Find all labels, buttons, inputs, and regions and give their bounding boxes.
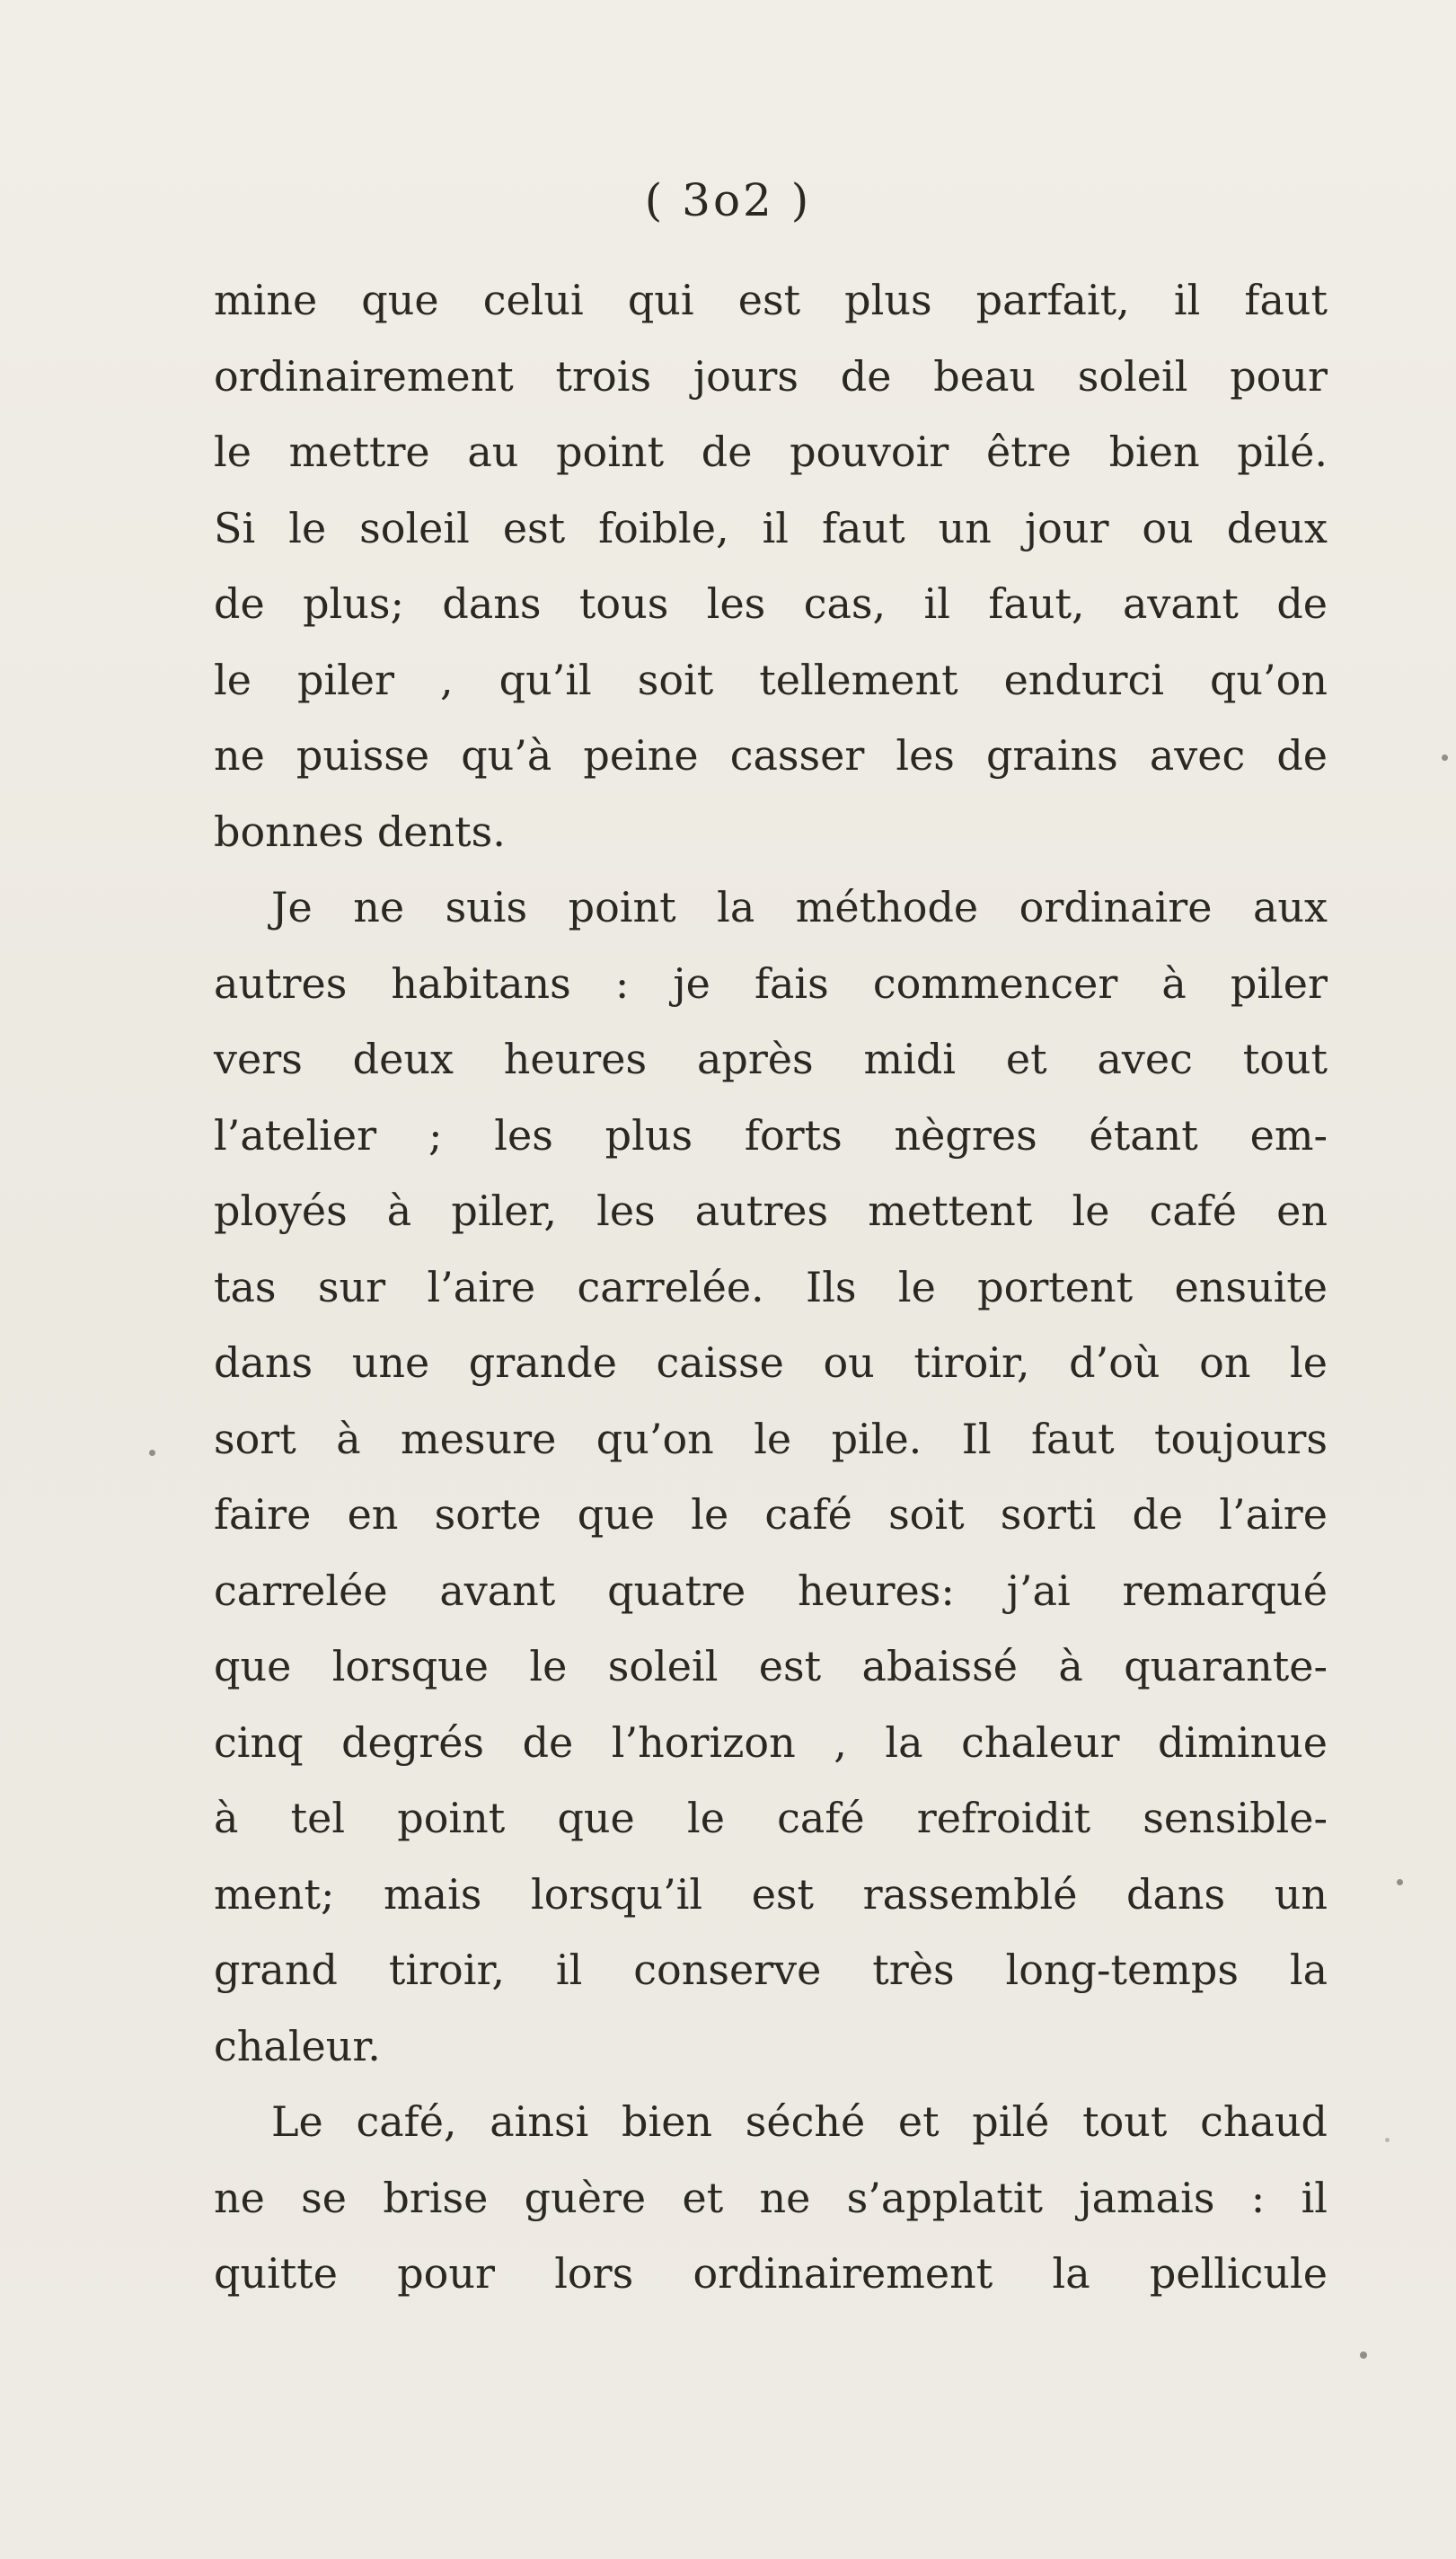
text-line: mine que celui qui est plus parfait, il faut xyxy=(214,276,1328,324)
text-line: tas sur l’aire carrelée. Ils le portent ensuite xyxy=(214,1262,1328,1311)
text-line: à tel point que le café refroidit sensible- xyxy=(214,1794,1328,1842)
text-line: ployés à piler, les autres mettent le café en xyxy=(214,1187,1328,1235)
paragraph-start-line: Je ne suis point la méthode ordinaire aux xyxy=(271,883,1328,931)
text-line: faire en sorte que le café soit sorti de l’aire xyxy=(214,1490,1328,1539)
text-line: vers deux heures après midi et avec tout xyxy=(214,1035,1328,1083)
text-line: l’atelier ; les plus forts nègres étant em- xyxy=(214,1110,1328,1160)
text-line: le piler , qu’il soit tellement endurci qu’on xyxy=(214,655,1328,704)
text-line: dans une grande caisse ou tiroir, d’où on le xyxy=(214,1338,1328,1387)
text-line: ne puisse qu’à peine casser les grains avec de xyxy=(214,731,1328,780)
text-line: grand tiroir, il conserve très long-temps la xyxy=(214,1946,1328,1994)
paper-speck xyxy=(149,1450,155,1456)
text-line: Si le soleil est foible, il faut un jour ou deux xyxy=(214,503,1328,552)
text-line: sort à mesure qu’on le pile. Il faut toujours xyxy=(214,1414,1328,1463)
text-line: de plus; dans tous les cas, il faut, avant de xyxy=(214,579,1328,628)
paper-speck xyxy=(1360,2352,1367,2359)
paragraph-end-line: chaleur. xyxy=(214,2021,381,2070)
text-line: quitte pour lors ordinairement la pellicule xyxy=(214,2249,1328,2298)
text-line: cinq degrés de l’horizon , la chaleur diminue xyxy=(214,1717,1328,1767)
page-number: ( 3o2 ) xyxy=(644,174,812,226)
paragraph-end-line: bonnes dents. xyxy=(214,807,506,856)
paper-speck xyxy=(1397,1879,1403,1885)
paragraph-start-line: Le café, ainsi bien séché et pilé tout chaud xyxy=(271,2097,1328,2146)
text-line: carrelée avant quatre heures: j’ai remarqué xyxy=(214,1566,1328,1615)
text-line: ment; mais lorsqu’il est rassemblé dans un xyxy=(214,1869,1328,1919)
text-line: ne se brise guère et ne s’applatit jamais : il xyxy=(214,2173,1328,2222)
paper-speck xyxy=(1442,754,1448,761)
text-line: que lorsque le soleil est abaissé à quarante- xyxy=(214,1642,1328,1690)
text-line: le mettre au point de pouvoir être bien pilé. xyxy=(214,428,1328,476)
text-line: ordinairement trois jours de beau soleil pour xyxy=(214,351,1328,401)
text-line: autres habitans : je fais commencer à piler xyxy=(214,958,1328,1008)
paper-speck xyxy=(1385,2138,1390,2142)
body-text xyxy=(214,262,1328,2312)
